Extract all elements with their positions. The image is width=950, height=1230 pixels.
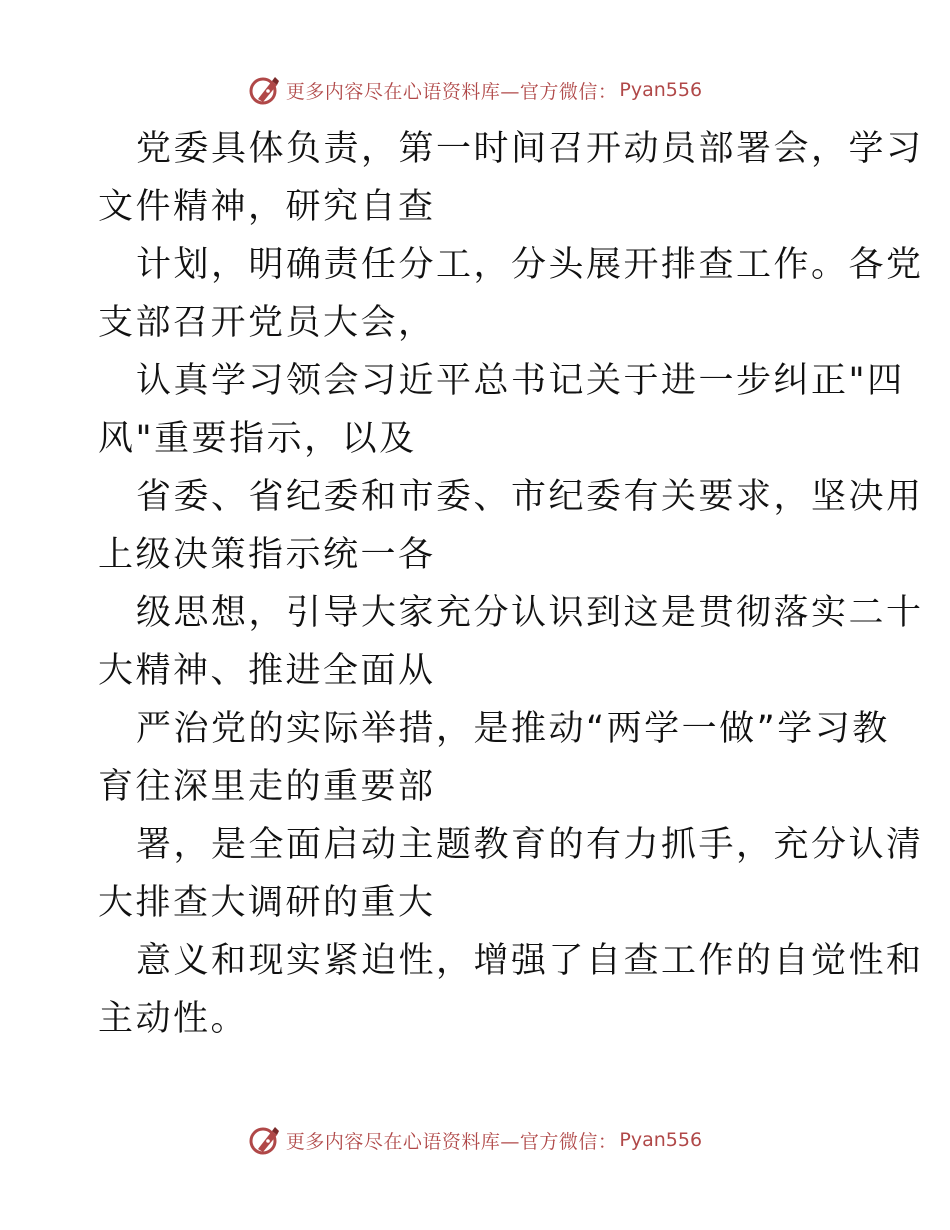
paragraph-line: 严治党的实际举措，是推动“两学一做”学习教 bbox=[136, 709, 890, 749]
paragraph-line: 大精神、推进全面从 bbox=[98, 651, 436, 691]
header-watermark bbox=[0, 70, 950, 110]
paragraph-line: 署，是全面启动主题教育的有力抓手，充分认清 bbox=[136, 825, 924, 865]
watermark-text: 更多内容尽在心语资料库—官方微信： bbox=[285, 1130, 618, 1153]
footer-watermark bbox=[0, 1120, 950, 1160]
pen-nib-icon bbox=[248, 1123, 282, 1157]
paragraph-line: 风"重要指示，以及 bbox=[98, 419, 417, 459]
watermark-account: Pyan556 bbox=[619, 1129, 703, 1151]
paragraph-line: 计划，明确责任分工，分头展开排查工作。各党 bbox=[136, 245, 924, 285]
paragraph-line: 主动性。 bbox=[98, 999, 249, 1039]
paragraph-line: 大排查大调研的重大 bbox=[98, 883, 436, 923]
paragraph-line: 上级决策指示统一各 bbox=[98, 535, 436, 575]
pen-nib-icon bbox=[248, 73, 282, 107]
paragraph-line: 支部召开党员大会， bbox=[98, 303, 436, 343]
paragraph-line: 文件精神，研究自查 bbox=[98, 187, 436, 227]
paragraph-line: 级思想，引导大家充分认识到这是贯彻落实二十 bbox=[136, 593, 924, 633]
paragraph-line: 意义和现实紧迫性，增强了自查工作的自觉性和 bbox=[136, 941, 924, 981]
paragraph-line: 育往深里走的重要部 bbox=[98, 767, 436, 807]
paragraph-line: 省委、省纪委和市委、市纪委有关要求，坚决用 bbox=[136, 477, 924, 517]
document-body bbox=[98, 120, 924, 1048]
paragraph-line: 党委具体负责，第一时间召开动员部署会，学习 bbox=[136, 129, 924, 169]
watermark-text: 更多内容尽在心语资料库—官方微信： bbox=[285, 80, 618, 103]
watermark-account: Pyan556 bbox=[619, 79, 703, 101]
paragraph-line: 认真学习领会习近平总书记关于进一步纠正"四 bbox=[136, 361, 905, 401]
